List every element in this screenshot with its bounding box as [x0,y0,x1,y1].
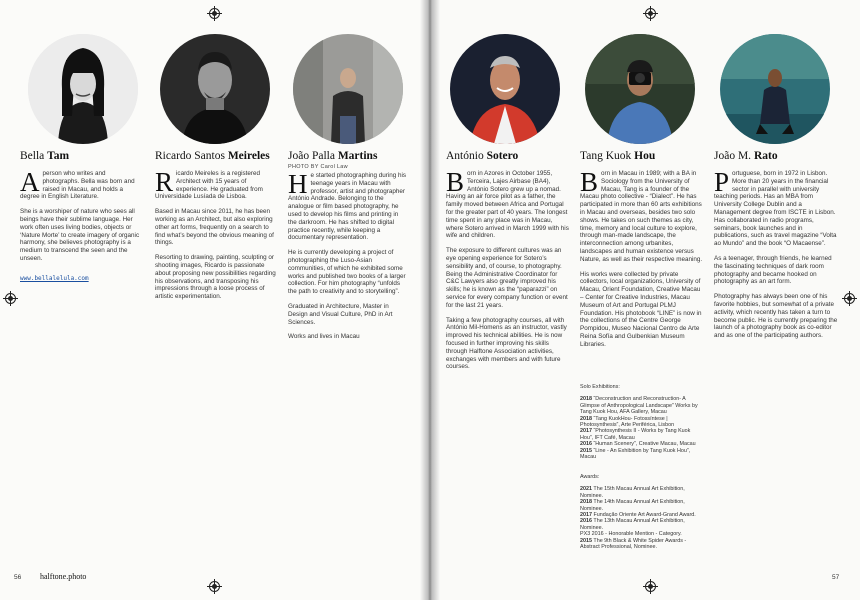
drop-cap: B [446,167,465,197]
portrait-ricardo-meireles [160,34,270,144]
drop-cap: R [155,167,174,197]
website-link[interactable]: www.bellalelula.com [20,274,89,282]
bio-text: Born in Macau in 1989; with a BA in Sociology from the University of Macau, Tang is a founder of the Macau photo collective - “Dialect”. He has participated in more than 60 arts exhibitions in Macau and overseas, besides two solo shows. He takes on such themes as city, time, memory and local culture to explore, through man-made landscape, the interconnection among urbanites, landscapes and human existence versus Nature, as well as their respective meaning. His works were collected by private collectors, local organizations, University of Macau, Orient Foundation, Creative Macau – Center for Creative Industries, Macau Museum of Art and Portugal PLMJ Foundation. His photobook “LINE” is now in the collections of the Centre George Pompidou, Museo Nacional Centro de Arte Reina Sofía and Gulbenkian Museum Libraries. [580,167,703,348]
drop-cap: P [714,167,730,197]
portrait-joao-m-rato [720,34,830,144]
awards: Awards: 2021 The 15th Macau Annual Art Exhibition, Nominee. 2018 The 14th Macau Annual Art Exhibition, Nominee. 2017 Fundação Oriente Art Award-Grand Award. 2016 The 13th Macau Annual Art Exhibition, Nominee. PX3 2016 - Honorable Mention - Category. 2015 The 9th Black & White Spider Awards - Abstract Professional, Nominee. [580,474,696,551]
bio-text: Aperson who writes and photographs. Bella was born and raised in Macau, and holds a degree in English Literature. She is a worshiper of nature who sees all beings have their sublime language. Her work often uses living bodies, objects or ‘Nature Morte’ to create imagery of organic harmony, she believes photography is a medium to transcend the seen and the unseen. www.bellalelula.com [20,167,140,282]
drop-cap: H [288,169,308,199]
portrait-joao-palla-martins [293,34,403,144]
bio-text: He started photographing during his teenage years in Macau with professor, artist and photographer António Andrade. Belonging to the analogue or film based photography, he used to develop his films and printing in the darkroom. He has shifted to digital practice recently, while keeping a documentary representation. He is currently developing a project of photographing the Luso-Asian communities, of which he exhibited some works and published two books of a larger collection. For him photography “unfolds the path to creativity and to storytelling”. Graduated in Architecture, Master in Design and Visual Culture, PhD in Art Sciences. Works and lives in Macau [288,169,407,341]
person-name: João M. Rato [714,150,778,162]
person-name: António Sotero [446,150,519,162]
bio-text: Ricardo Meireles is a registered Architect with 15 years of experience. He graduated from Universidade Lusíada de Lisboa. Based in Macau since 2011, he has been working as an Architect, but also exploring other art forms, frequently on a search to find what’s beyond the obvious meaning of things. Resorting to drawing, painting, sculpting or shooting images, Ricardo is passionate about proposing new possibilities regarding his observations, and transposing his impressions through a loose process of artistic experimentation. [155,167,276,301]
portrait-tang-kuok-hou [585,34,695,144]
brand-logo: halftone.photo [40,572,87,581]
person-name: João Palla Martins [288,150,378,162]
registration-mark-icon [645,8,656,19]
person-name: Bella Tam [20,150,70,162]
person-name: Tang Kuok Hou [580,150,656,162]
page-number-left: 56 [14,574,22,581]
person-name: Ricardo Santos Meireles [155,150,270,162]
portrait-antonio-sotero [450,34,560,144]
solo-exhibitions: Solo Exhibitions: 2018 “Deconstruction and Reconstruction- A Glimpse of Anthropological Landscape” Works by Tang Kuok Hou, AFA Gallery, Macau 2018 “Tang KuokHou- Fotossíntese | Photosynthesis”, Arte Periférica, Lisbon 2017 “Photosynthesis II - Works by Tang Kuok Hou”, IFT Café, Macau 2016 “Human Scenery”, Creative Macau, Macau 2015 “Line - An Exhibition by Tang Kuok Hou”, Macau [580,384,698,461]
registration-mark-icon [209,581,220,592]
drop-cap: A [20,167,40,197]
registration-mark-icon [209,8,220,19]
page-gutter [420,0,440,600]
registration-mark-icon [645,581,656,592]
page-number-right: 57 [832,574,840,581]
portrait-bella-tam [28,34,138,144]
photo-credit: PHOTO BY Carol Law [288,164,348,170]
registration-mark-icon [844,293,855,304]
bio-text: Portuguese, born in 1972 in Lisbon. More than 20 years in the financial sector in parallel with university teaching periods. Has an MBA from University College Dublin and a Management degree from ISCTE in Lisbon. Has collaborated in radio programs, seminars, book launches and in publications, such as travel magazine “Volta ao Mundo” and the book “O Macaense”. As a teenager, through friends, he learned the fascinating techniques of dark room photography and became hooked on photography as an art form. Photography has always been one of his favorite hobbies, but somewhat of a private activity, which recently has taken a turn to become public. He is currently preparing the launch of a photography book as co-editor and as one of the participating authors. [714,167,838,340]
registration-mark-icon [5,293,16,304]
bio-text: Born in Azores in October 1955, Terceira, Lajes Airbase (BA4), António Sotero grew up a nomad. Having an air force pilot as a father, the family moved between Africa and Portugal for the greater part of 40 years. The longest time spent in any place was in Macau, where Sotero arrived in March 1999 with his wife and children. The exposure to different cultures was an eye opening experience for Sotero’s sensibility and, of course, to photography. Being the Administrative Coordinator for C&C Lawyers also greatly improved his skills; he is known as the “paparazzi” on service for every company function or event for the last 21 years. Taking a few photography courses, all with António Mil-Homens as an instructor, vastly improved his technical abilities. He is now focused in further improving his skills through Halftone Association activities, exchanges with members and with future courses. [446,167,569,371]
drop-cap: B [580,167,599,197]
